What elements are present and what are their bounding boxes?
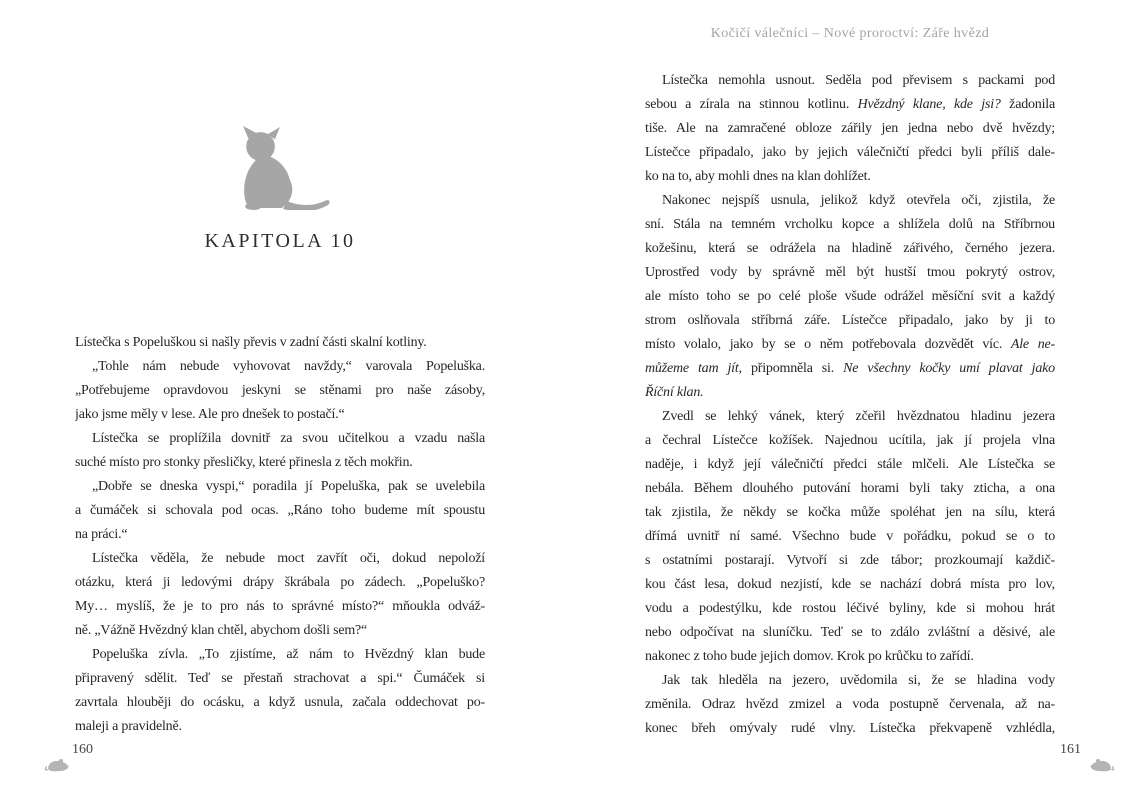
- text-line: suché místo pro stonky přesličky, které přinesla z těch mokřin.: [75, 455, 413, 470]
- text-line: nebála. Během dlouhého putování horami byli taky zticha, a ona: [645, 481, 1055, 496]
- text-line: a čechral Lístečce kožíšek. Najednou ucítila, jak jí projela vlna: [645, 433, 1055, 448]
- text-line: Uprostřed vody by správně měl být hustší tmou pokrytý ostrov,: [645, 265, 1055, 280]
- text-line: konec břeh omývaly rudé vlny. Lístečka překvapeně vzhlédla,: [645, 721, 1055, 736]
- text-line: Lístečce připadalo, jako by jejich válečničtí předci byli příliš dale-: [645, 145, 1055, 160]
- text-line: připravený sdělit. Teď se přestaň strachovat a spi.“ Čumáček si: [75, 671, 485, 686]
- text-line: Říční klan.: [645, 385, 704, 400]
- text-line: ale místo toho se po celé ploše všude odrážel měsíční svit a každý: [645, 289, 1055, 304]
- paragraph: [75, 475, 485, 547]
- text-line: kou část lesa, dokud nezjistí, kde se nachází dobrá místa pro lov,: [645, 577, 1055, 592]
- paragraph: [75, 643, 485, 739]
- text-line: kožešinu, která se odrážela na hladině zářivého, černého jezera.: [645, 241, 1055, 256]
- text-line: „Tohle nám nebude vyhovovat navždy,“ varovala Popeluška.: [92, 359, 485, 374]
- text-line: Popeluška zívla. „To zjistíme, až nám to Hvězdný klan bude: [92, 647, 485, 662]
- text-line: dřímá uvnitř ní samé. Všechno bude v pořádku, pokud se o to: [645, 529, 1055, 544]
- text-line: „Potřebujeme opravdovou jeskyni se stěnami pro naše zásoby,: [75, 383, 485, 398]
- text-line: a čumáček si schovala pod ocas. „Ráno toho budeme mít spoustu: [75, 503, 485, 518]
- left-page-text: [75, 331, 485, 739]
- text-line: strom oslňovala stříbrná záře. Lístečce připadalo, jako by ji to: [645, 313, 1055, 328]
- running-header: Kočičí válečníci – Nové proroctví: Záře hvězd: [710, 26, 990, 41]
- paragraph: [75, 547, 485, 643]
- text-line: zavrtala hlouběji do ocásku, a když usnula, začala oddechovat po-: [75, 695, 485, 710]
- text-line: tiše. Ale na zamračené obloze zářily jen jedna nebo dvě hvězdy;: [645, 121, 1055, 136]
- text-line: My… myslíš, že je to pro nás to správné místo?“ mňoukla odváž-: [75, 599, 485, 614]
- text-line: sní. Stála na temném vrcholku kopce a shlížela dolů na Stříbrnou: [645, 217, 1055, 232]
- mouse-icon: [1089, 757, 1116, 774]
- page-number-left: 160: [72, 742, 93, 757]
- text-line: ně. „Vážně Hvězdný klan chtěl, abychom došli sem?“: [75, 623, 368, 638]
- chapter-heading: KAPITOLA 10: [204, 230, 356, 252]
- text-line: nebo odpočívat na sluníčku. Teď se to zdálo zvláštní a děsivé, ale: [645, 625, 1055, 640]
- text-line: maleji a pravidelně.: [75, 719, 182, 734]
- text-line: místo volalo, jako by se o něm potřebovala dozvědět víc. Ale ne-: [645, 337, 1055, 352]
- page-number-right: 161: [1060, 742, 1081, 757]
- text-line: „Dobře se dneska vyspi,“ poradila jí Popeluška, pak se uvelebila: [92, 479, 485, 494]
- cat-silhouette-icon: [228, 126, 332, 210]
- paragraph: [75, 427, 485, 475]
- paragraph: [75, 331, 485, 355]
- text-line: změnila. Odraz hvězd zmizel a voda postupně červenala, až na-: [645, 697, 1055, 712]
- text-line: na práci.“: [75, 527, 128, 542]
- text-line: Lístečka s Popeluškou si našly převis v zadní části skalní kotliny.: [75, 335, 427, 350]
- text-line: jako jsme měly v lese. Ale pro dnešek to postačí.“: [75, 407, 345, 422]
- mouse-icon: [43, 757, 70, 774]
- text-line: Jak tak hleděla na jezero, uvědomila si, že se hladina vody: [662, 673, 1055, 688]
- right-page-text: [645, 69, 1055, 741]
- text-line: s ostatními postarají. Vytvoří si zde tábor; prozkoumají každič-: [645, 553, 1055, 568]
- text-line: Lístečka se proplížila dovnitř za svou učitelkou a vzadu našla: [92, 431, 485, 446]
- text-line: Lístečka nemohla usnout. Seděla pod převisem s packami pod: [662, 73, 1055, 88]
- text-line: vodu a podestýlku, kde rostou léčivé byliny, kde si mohou hrát: [645, 601, 1055, 616]
- paragraph: [75, 355, 485, 427]
- text-line: sebou a zírala na stinnou kotlinu. Hvězdný klane, kde jsi? žadonila: [645, 97, 1055, 112]
- paragraph: [645, 405, 1055, 669]
- text-line: Zvedl se lehký vánek, který zčeřil hvězdnatou hladinu jezera: [662, 409, 1055, 424]
- paragraph: [645, 669, 1055, 741]
- text-line: otázku, která ji ledovými drápy škrábala po zádech. „Popeluško?: [75, 575, 485, 590]
- text-line: nakonec z toho bude jejich domov. Krok po krůčku to zařídí.: [645, 649, 974, 664]
- text-line: Nakonec nejspíš usnula, jelikož když otevřela oči, zjistila, že: [662, 193, 1055, 208]
- text-line: naděje, i když její válečničtí předci stále mlčeli. Ale Lístečka se: [645, 457, 1055, 472]
- text-line: Lístečka věděla, že nebude moct zavřít oči, dokud nepoloží: [92, 551, 485, 566]
- paragraph: [645, 69, 1055, 189]
- text-line: můžeme tam jít, připomněla si. Ne všechny kočky umí plavat jako: [645, 361, 1055, 376]
- text-line: ko na to, aby mohli dnes na klan dohlížet.: [645, 169, 871, 184]
- text-line: tak zjistila, že někdy se kočka může spoléhat jen na sílu, která: [645, 505, 1055, 520]
- paragraph: [645, 189, 1055, 405]
